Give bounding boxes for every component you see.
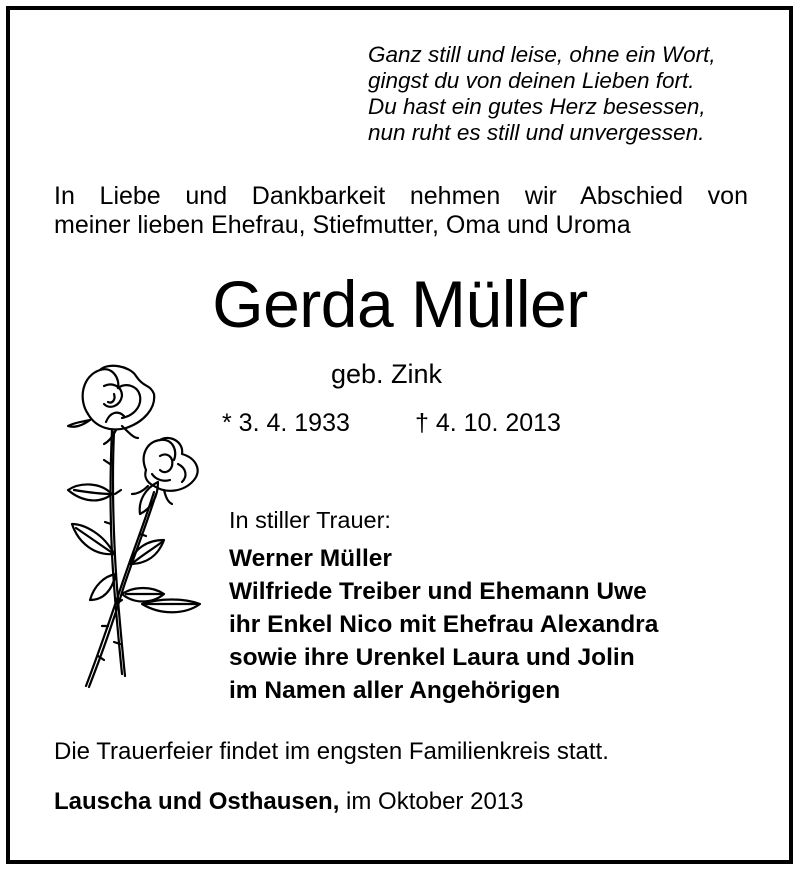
- intro-line: meiner lieben Ehefrau, Stiefmutter, Oma und Uroma: [54, 211, 631, 239]
- intro-line: In Liebe und Dankbarkeit nehmen wir Abschied von: [54, 182, 748, 210]
- mourner-line: sowie ihre Urenkel Laura und Jolin: [229, 644, 635, 671]
- place-and-date: [54, 786, 523, 818]
- mourner-line: im Namen aller Angehörigen: [229, 677, 561, 704]
- deceased-name: Gerda Müller: [212, 267, 588, 341]
- rose-icon: [60, 364, 215, 694]
- poem-line: gingst du von deinen Lieben fort.: [368, 68, 695, 93]
- birth-date: * 3. 4. 1933: [222, 409, 350, 437]
- poem-line: Du hast ein gutes Herz besessen,: [368, 94, 706, 119]
- intro-text: [54, 182, 748, 240]
- poem-line: nun ruht es still und unvergessen.: [368, 120, 705, 145]
- poem-line: Ganz still und leise, ohne ein Wort,: [368, 42, 716, 67]
- mourner-line: Wilfriede Treiber und Ehemann Uwe: [229, 578, 647, 605]
- funeral-note: Die Trauerfeier findet im engsten Familienkreis statt.: [54, 738, 609, 765]
- mourners-list: [229, 542, 658, 707]
- death-date: † 4. 10. 2013: [415, 409, 561, 437]
- poem: [368, 42, 768, 146]
- notice-date: im Oktober 2013: [339, 788, 524, 815]
- mourner-line: Werner Müller: [229, 545, 392, 572]
- place-names: Lauscha und Osthausen,: [54, 788, 340, 815]
- birth-name: geb. Zink: [331, 359, 443, 389]
- mourner-line: ihr Enkel Nico mit Ehefrau Alexandra: [229, 611, 659, 638]
- mourning-label: In stiller Trauer:: [229, 507, 391, 533]
